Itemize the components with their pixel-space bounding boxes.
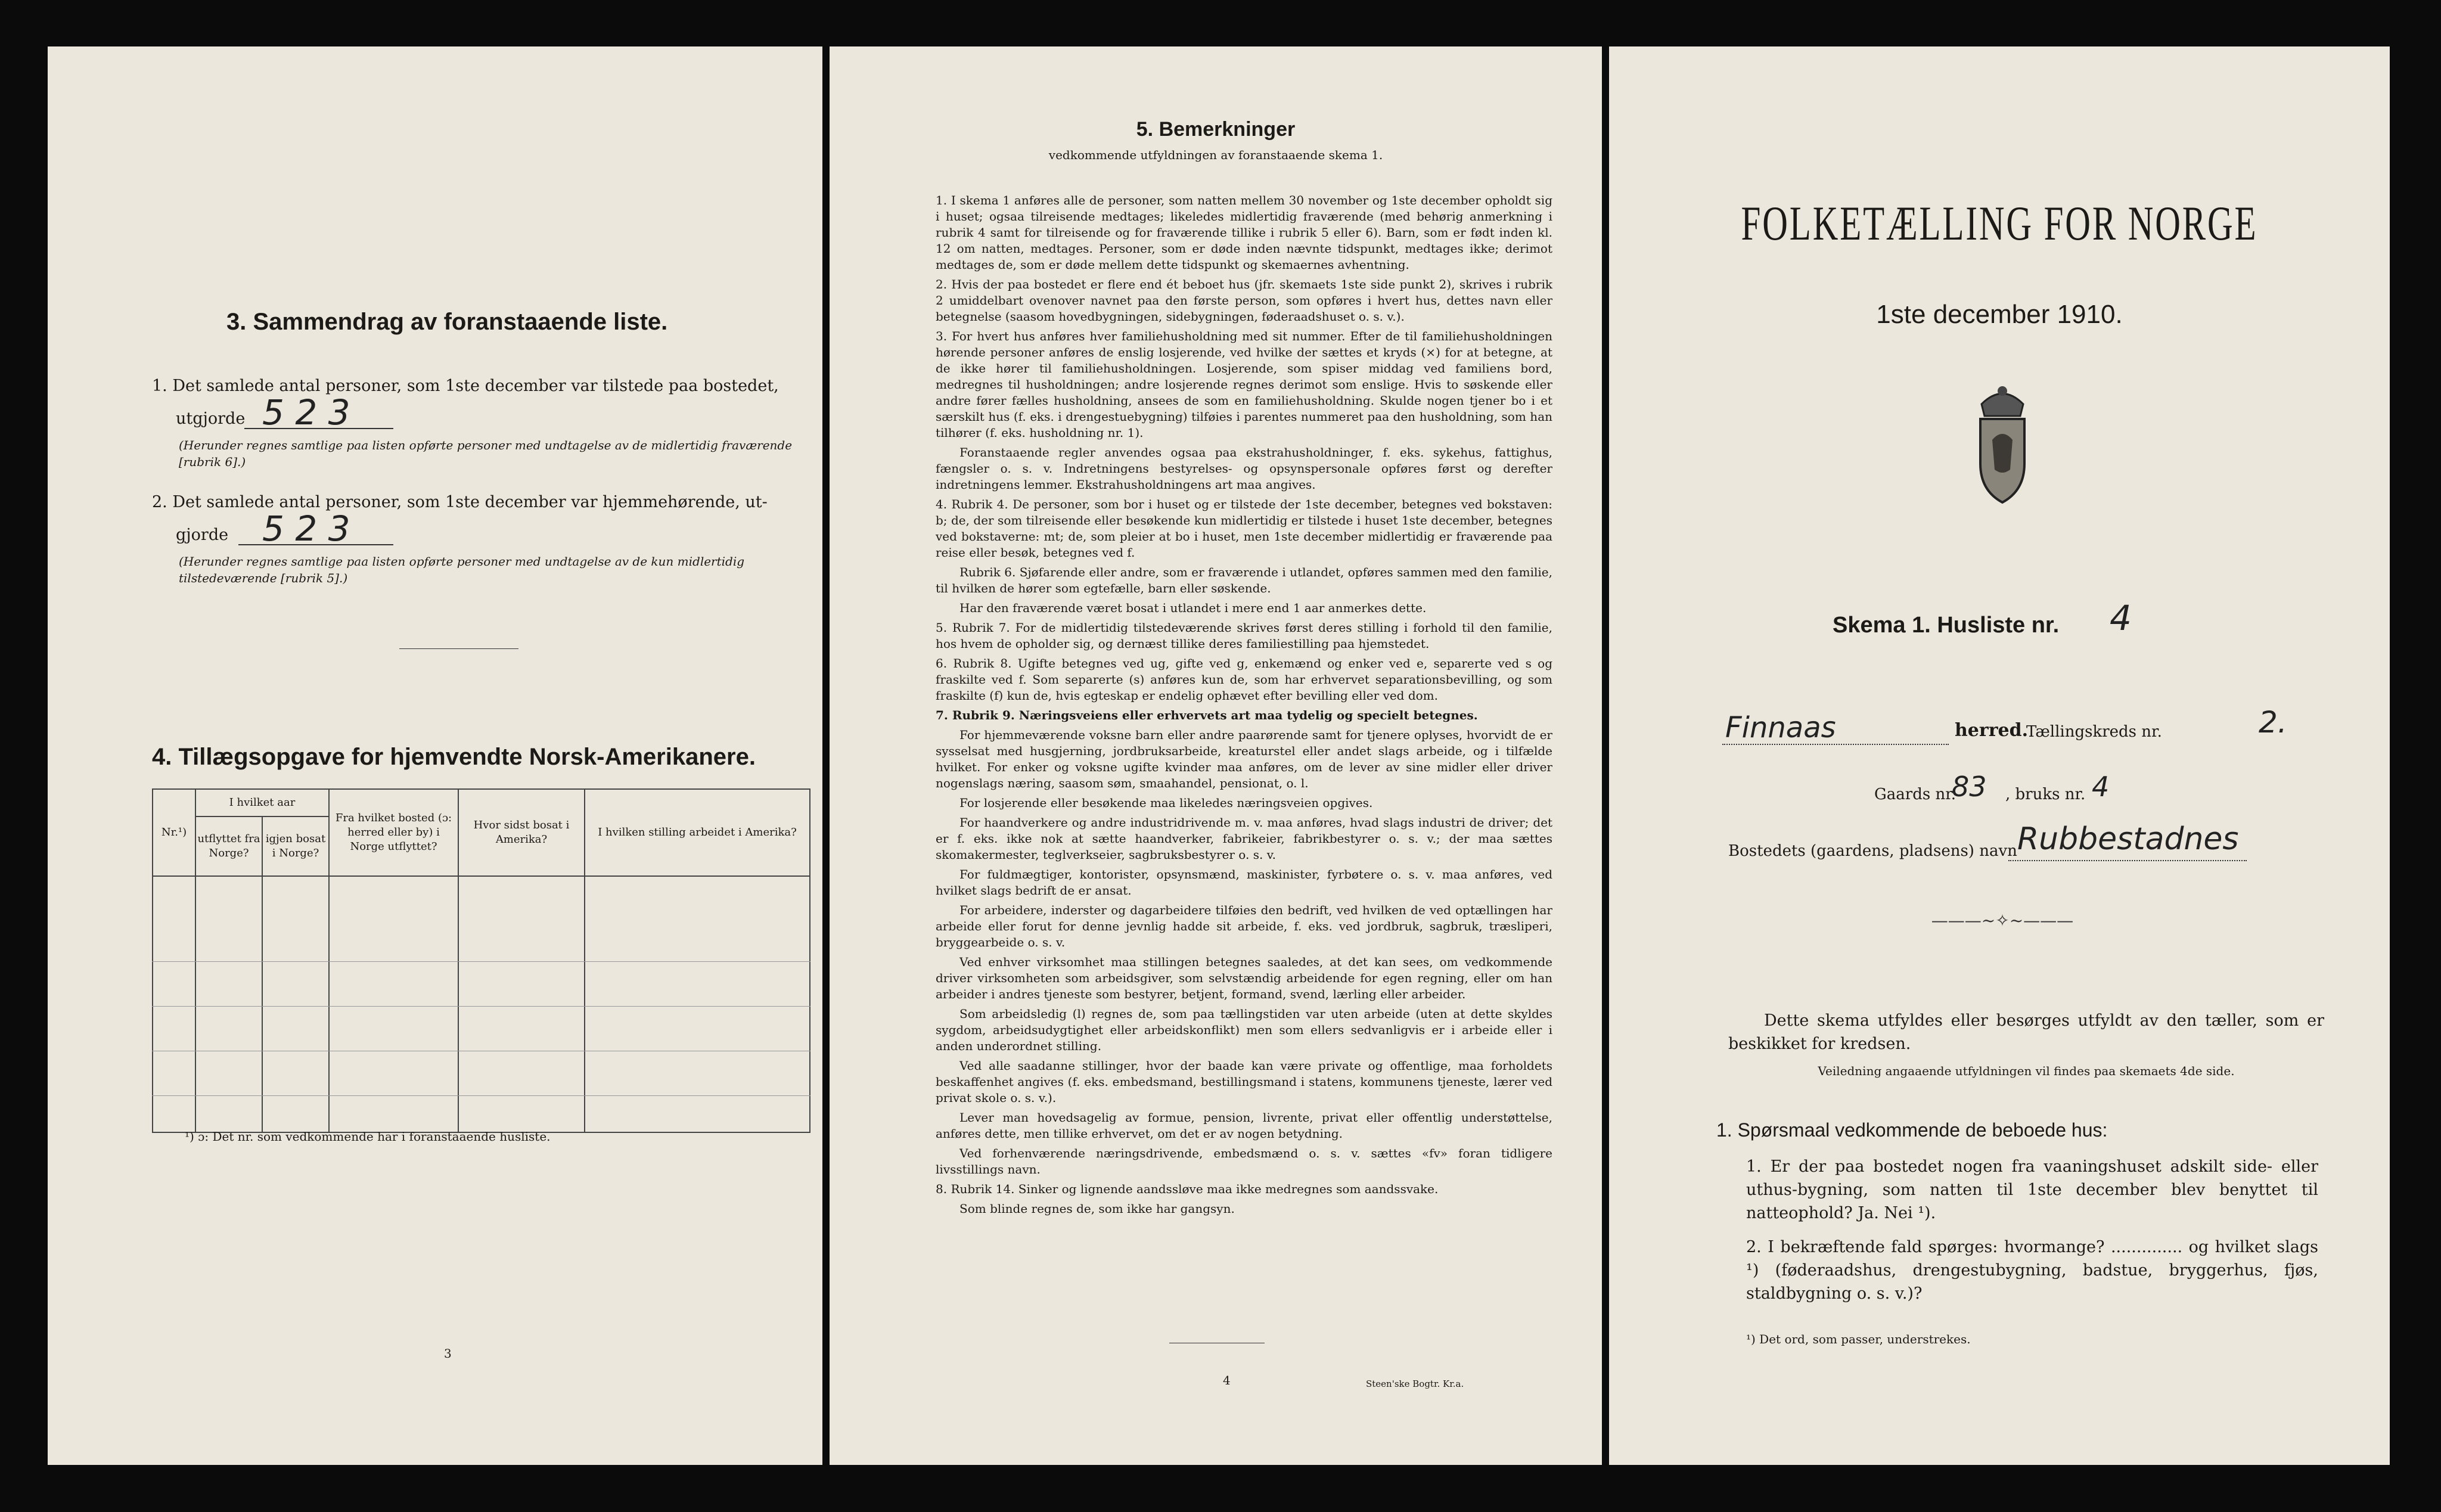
instructions: Dette skema utfyldes eller besørges utfyldt av den tæller, som er beskikket for kredsen. — [1728, 1011, 2324, 1053]
bosted-label: Bostedets (gaardens, pladsens) navn — [1728, 842, 2017, 860]
paragraph: Ved enhver virksomhet maa stillingen betegnes saaledes, at det kan sees, om vedkommende driver virksomheten som arbeidsgiver, som selvstændig arbeidende for egen regning, eller om han arbeider i andres tjeneste som bestyrer, betjent, formand, svend, lærling eller arbeider. — [936, 955, 1552, 1001]
item1-note: (Herunder regnes samtlige paa listen opførte personer med undtagelse av de midlertidig fraværende [rubrik 6].) — [179, 438, 793, 469]
cover-date: 1ste december 1910. — [1876, 300, 2123, 329]
herred-line — [1722, 744, 1949, 745]
husliste-nr: 4 — [2110, 598, 2132, 638]
question-heading: 1. Spørsmaal vedkommende de beboede hus: — [1716, 1119, 2108, 1141]
bemerkninger-title: 5. Bemerkninger — [1136, 118, 1296, 141]
paragraph: 6. Rubrik 8. Ugifte betegnes ved ug, gifte ved g, enkemænd og enker ved e, separerte ved s og fraskilte ved f. Som separerte (s) anføres kun de, som har erhvervet separationsbevilling, og som fraskilte (f) kun de, hvis egteskap er endelig ophævet efter bevilling eller ved dom. — [936, 656, 1552, 703]
item1-line — [244, 428, 393, 429]
paragraph: 2. Hvis der paa bostedet er flere end ét beboet hus (jfr. skemaets 1ste side punkt 2), skrives i rubrik 2 umiddelbart ovenover navnet paa den første person, som opføres i hvert hus, dettes navn eller betegnelse (saasom hovedbygningen, sidebygningen, føderaadshuset o. s. v.). — [936, 277, 1552, 324]
herred-label: herred. — [1955, 720, 2029, 741]
paragraph: Ved forhenværende næringsdrivende, embedsmænd o. s. v. sættes «fv» foran tidligere livsstillings navn. — [936, 1146, 1552, 1176]
question-1: 1. Er der paa bostedet nogen fra vaaningshuset adskilt side- eller uthus-bygning, som natten til 1ste december blev benyttet til natteophold? Ja. Nei ¹). — [1746, 1157, 2318, 1222]
header-stilling: I hvilken stilling arbeidet i Amerika? — [585, 789, 810, 876]
bruks-value: 4 — [2092, 771, 2110, 803]
page-number-4: 4 — [1223, 1373, 1231, 1387]
bosted-line — [2008, 860, 2247, 861]
header-nr: Nr.¹) — [153, 789, 195, 876]
paragraph: Som arbeidsledig (l) regnes de, som paa tællingstiden var uten arbeide (uten at dette skyldes sygdom, arbeidsudygtighet eller arbeidskonflikt) men som ellers sedvanligvis er i arbeide eller i anden underordnet stilling. — [936, 1007, 1552, 1053]
table-body-row — [153, 876, 810, 1132]
norsk-amerikanere-table — [152, 788, 810, 1133]
item1-handwritten: 5 2 3 — [262, 392, 350, 433]
page-3 — [48, 46, 822, 1465]
question-2: 2. I bekræftende fald spørges: hvormange? .............. og hvilket slags ¹) (føderaadshus, drengestubygning, badstue, bryggerhus, fjøs, staldbygning o. s. v.)? — [1746, 1238, 2318, 1303]
bruks-label: , bruks nr. — [2005, 786, 2086, 803]
bemerkninger-subtitle: vedkommende utfyldningen av foranstaaende skema 1. — [1048, 148, 1383, 162]
item1-label: utgjorde — [176, 409, 246, 428]
paragraph: For haandverkere og andre industridrivende m. v. maa anføres, hvad slags industri de driver; det er f. eks. ikke nok at sætte haandverker, fabrikeier, fabrikbestyrer o. s. v.; der maa sættes skomakermester, teglverkseier, sagbruksbestyrer o. s. v. — [936, 815, 1552, 862]
item2-handwritten: 5 2 3 — [262, 508, 350, 549]
paragraph: 5. Rubrik 7. For de midlertidig tilstedeværende skrives først deres stilling i forhold til den familie, hos hvem de opholder sig, og dernæst tillike deres familiestilling paa hjemstedet. — [936, 620, 1552, 651]
header-hvor: Hvor sidst bosat i Amerika? — [458, 789, 585, 876]
header-igjen: igjen bosat i Norge? — [262, 816, 329, 876]
bosted-value: Rubbestadnes — [2017, 821, 2239, 857]
item2-note: (Herunder regnes samtlige paa listen opførte personer med undtagelse av de kun midlertidig tilstedeværende [rubrik 5].) — [179, 554, 745, 585]
ornament-icon: ———~✧~——— — [1931, 911, 2074, 930]
guidance: Veiledning angaaende utfyldningen vil findes paa skemaets 4de side. — [1818, 1064, 2235, 1078]
page-4 — [830, 46, 1602, 1465]
herred-value: Finnaas — [1725, 711, 1836, 744]
header-utflyttet: utflyttet fra Norge? — [195, 816, 262, 876]
divider — [399, 648, 518, 649]
table-footnote: ¹) ɔ: Det nr. som vedkommende har i foranstaaende husliste. — [185, 1129, 551, 1144]
paragraph: For hjemmeværende voksne barn eller andre paarørende samt for tjenere oplyses, hvorvidt de er sysselsat med husgjerning, jordbruksarbeide, kreaturstel eller andet slags arbeide, og i tilfælde hvilket. For enker og voksne ugifte kvinder maa anføres, om de lever av sine midler eller driver nogenslags næring, saasom søm, smaahandel, pensionat, o. l. — [936, 728, 1552, 790]
section4-title: 4. Tillægsopgave for hjemvendte Norsk-Amerikanere. — [152, 744, 756, 770]
kreds-value: 2. — [2259, 705, 2287, 740]
paragraph: Rubrik 6. Sjøfarende eller andre, som er fraværende i utlandet, opføres sammen med den familie, til hvilken de hører som egtefælle, barn eller søskende. — [936, 565, 1552, 595]
paragraph: For arbeidere, inderster og dagarbeidere tilføies den bedrift, ved hvilken de ved optællingen har arbeide eller forut for denne jevnlig hadde sit arbeide, f. eks. ved jordbruk, sagbruk, træsliperi, bryggearbeide o. s. v. — [936, 903, 1552, 949]
paragraph: 3. For hvert hus anføres hver familiehusholdning med sit nummer. Efter de til familiehusholdningen hørende personer anføres de enslig losjerende, ved hvilke der sættes et kryds (×) for at betegne, at de ikke hører til familiehusholdningen. Losjerende, som spiser middag ved familiens bord, medregnes til husholdningen; andre losjerende regnes derimot som enslige. Hvis to søskende eller andre fører fælles husholdning, ansees de som en familiehusholdning. Skulde nogen tjener bo i et særskilt hus (f. eks. i drengestuebygning) tilføies i parentes nummeret paa den husholdning, som han tilhører (f. eks. husholdning nr. 1). — [936, 329, 1552, 440]
printer-mark: Steen'ske Bogtr. Kr.a. — [1366, 1379, 1464, 1389]
section3-title: 3. Sammendrag av foranstaaende liste. — [226, 309, 668, 335]
paragraph: For losjerende eller besøkende maa likeledes næringsveien opgives. — [959, 796, 1373, 810]
cover-page — [1609, 46, 2390, 1465]
paragraph: Ved alle saadanne stillinger, hvor der baade kan være private og offentlige, maa forholdets beskaffenhet angives (f. eks. embedsmand, bestillingsmand i statens, kommunens tjeneste, lærer ved privat skole o. s. v.). — [936, 1058, 1552, 1105]
kreds-label: Tællingskreds nr. — [2026, 723, 2162, 741]
paragraph: 1. I skema 1 anføres alle de personer, som natten mellem 30 november og 1ste december opholdt sig i huset; ogsaa tilreisende medtages; likeledes midlertidig fraværende (med behørig anmerkning i rubrik 4 samt for tilreisende og for fraværende tillike i rubrik 5 eller 6). Barn, som er født inden kl. 12 om natten, medtages. Personer, som er døde inden nævnte tidspunkt, medtages ikke; derimot medtages de, som er døde mellem dette tidspunkt og skemaernes avhentning. — [936, 193, 1552, 272]
coat-of-arms-icon — [1970, 380, 2035, 505]
table-guideline — [152, 1095, 810, 1096]
paragraph: Har den fraværende været bosat i utlandet i mere end 1 aar anmerkes dette. — [959, 601, 1427, 615]
cover-title: FOLKETÆLLING FOR NORGE — [1741, 196, 2258, 250]
paragraph: Lever man hovedsagelig av formue, pension, livrente, privat eller offentlig understøttelse, anføres dette, men tillike erhvervet, om det er av nogen betydning. — [936, 1110, 1552, 1141]
header-group: I hvilket aar — [195, 789, 329, 816]
schema-label: Skema 1. Husliste nr. — [1833, 613, 2060, 638]
paragraph: 8. Rubrik 14. Sinker og lignende aandssløve maa ikke medregnes som aandssvake. — [936, 1182, 1439, 1196]
gaards-value: 83 — [1952, 771, 1987, 803]
cover-footnote: ¹) Det ord, som passer, understrekes. — [1746, 1332, 1971, 1346]
page-number-3: 3 — [444, 1346, 452, 1361]
paragraph: Som blinde regnes de, som ikke har gangsyn. — [959, 1201, 1235, 1216]
paragraph: Foranstaaende regler anvendes ogsaa paa ekstrahusholdninger, f. eks. sykehus, fattighus, fængsler o. s. v. Indretningens bestyrelses- og opsynspersonale opføres først og derefter indretningens lemmer. Ekstrahusholdningens art maa angives. — [936, 445, 1552, 492]
header-fra: Fra hvilket bosted (ɔ: herred eller by) i Norge utflyttet? — [329, 789, 458, 876]
paragraph: 7. Rubrik 9. Næringsveiens eller erhvervets art maa tydelig og specielt betegnes. — [936, 708, 1478, 722]
paragraph: 4. Rubrik 4. De personer, som bor i huset og er tilstede der 1ste december, betegnes ved bokstaven: b; de, der som tilreisende eller besøkende kun midlertidig er tilstede i huset 1ste december, betegnes ved bokstaverne: mt; de, som pleier at bo i huset, men 1ste december midlertidig er fraværende paa reise eller besøk, betegnes ved f. — [936, 497, 1552, 560]
item2-text: 2. Det samlede antal personer, som 1ste december var hjemmehørende, ut- — [152, 493, 768, 511]
table-guideline — [152, 1006, 810, 1007]
item2-line — [238, 544, 393, 545]
item1-text: 1. Det samlede antal personer, som 1ste december var tilstede paa bostedet, — [152, 377, 779, 395]
table-guideline — [152, 961, 810, 962]
item2-label: gjorde — [176, 526, 229, 544]
paragraph: For fuldmægtiger, kontorister, opsynsmænd, maskinister, fyrbøtere o. s. v. maa anføres, ved hvilket slags bedrift de er ansat. — [936, 867, 1552, 898]
gaards-label: Gaards nr. — [1874, 786, 1956, 803]
bemerkninger-body — [936, 193, 1552, 1221]
